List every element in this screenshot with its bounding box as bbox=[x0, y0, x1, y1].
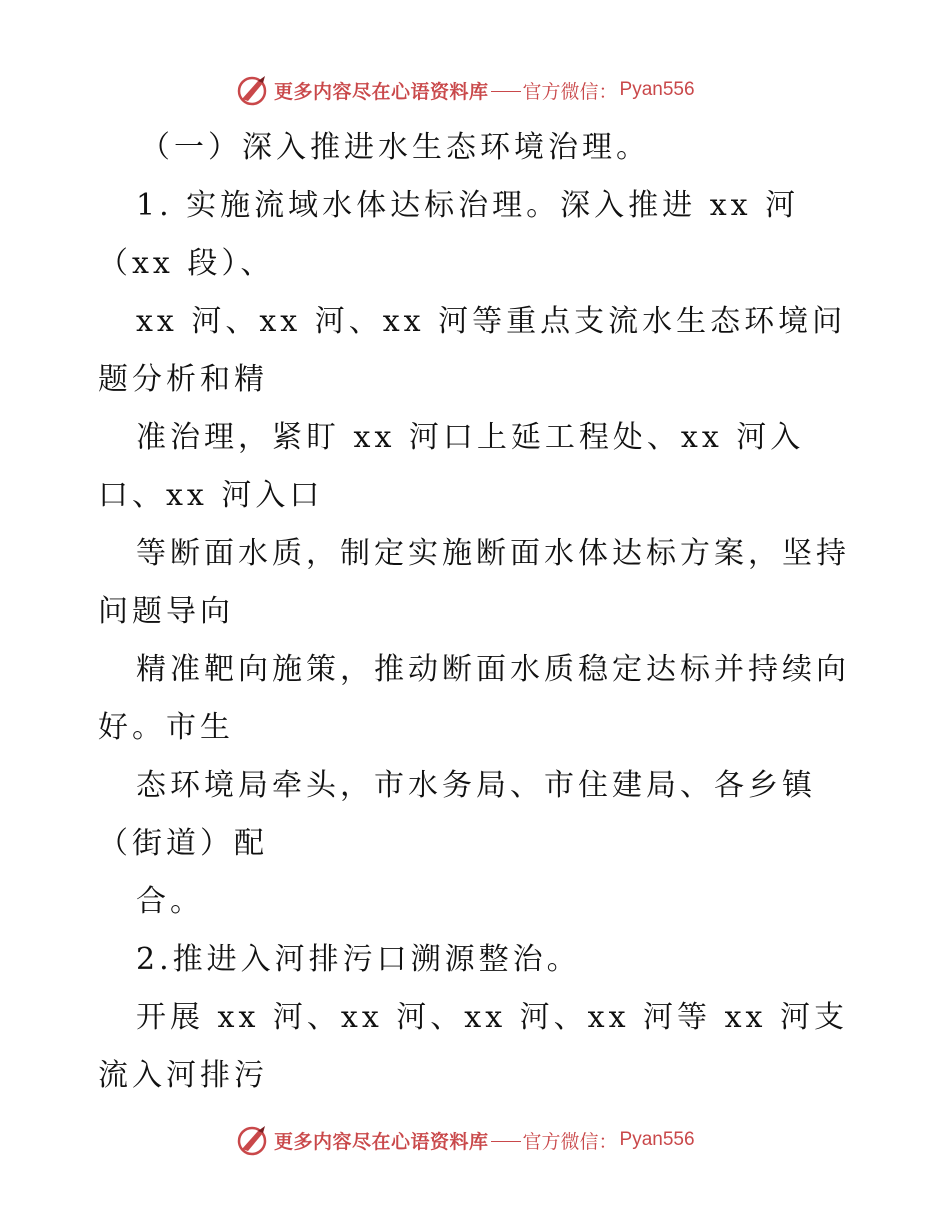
text-line: 精准靶向施策，推动断面水质稳定达标并持续向 bbox=[136, 652, 850, 687]
watermark-brand: 更多内容尽在心语资料库 bbox=[274, 1130, 489, 1153]
watermark-wechat-label: 官方微信： bbox=[522, 1130, 618, 1153]
text-line: 题分析和精 bbox=[98, 362, 268, 397]
text-line: 态环境局牵头，市水务局、市住建局、各乡镇 bbox=[136, 768, 816, 803]
header-watermark bbox=[236, 70, 716, 110]
pen-logo-icon bbox=[236, 73, 270, 107]
watermark-brand: 更多内容尽在心语资料库 bbox=[274, 80, 489, 103]
text-line: 口、xx 河入口 bbox=[98, 478, 324, 513]
text-line: 开展 xx 河、xx 河、xx 河、xx 河等 xx 河支 bbox=[136, 1000, 848, 1035]
text-line: 问题导向 bbox=[98, 594, 234, 629]
footer-watermark bbox=[236, 1120, 716, 1160]
text-line: 准治理，紧盯 xx 河口上延工程处、xx 河入 bbox=[136, 420, 805, 455]
text-line: 合。 bbox=[136, 884, 204, 919]
text-line: 流入河排污 bbox=[98, 1058, 268, 1093]
watermark-separator bbox=[491, 91, 521, 92]
text-line: （街道）配 bbox=[98, 826, 268, 861]
watermark-wechat-id: Pyan556 bbox=[619, 1129, 695, 1150]
watermark-wechat-id: Pyan556 bbox=[619, 79, 695, 100]
pen-logo-icon bbox=[236, 1123, 270, 1157]
text-line: 好。市生 bbox=[98, 710, 234, 745]
watermark-wechat-label: 官方微信： bbox=[522, 80, 618, 103]
text-line: xx 河、xx 河、xx 河等重点支流水生态环境问 bbox=[136, 304, 847, 339]
subsection-heading: 2.推进入河排污口溯源整治。 bbox=[136, 942, 581, 977]
text-line: 1. 实施流域水体达标治理。深入推进 xx 河 bbox=[136, 188, 800, 223]
section-heading: （一）深入推进水生态环境治理。 bbox=[140, 130, 650, 165]
watermark-separator bbox=[491, 1141, 521, 1142]
text-line: （xx 段）、 bbox=[98, 246, 275, 281]
text-line: 等断面水质，制定实施断面水体达标方案，坚持 bbox=[136, 536, 850, 571]
